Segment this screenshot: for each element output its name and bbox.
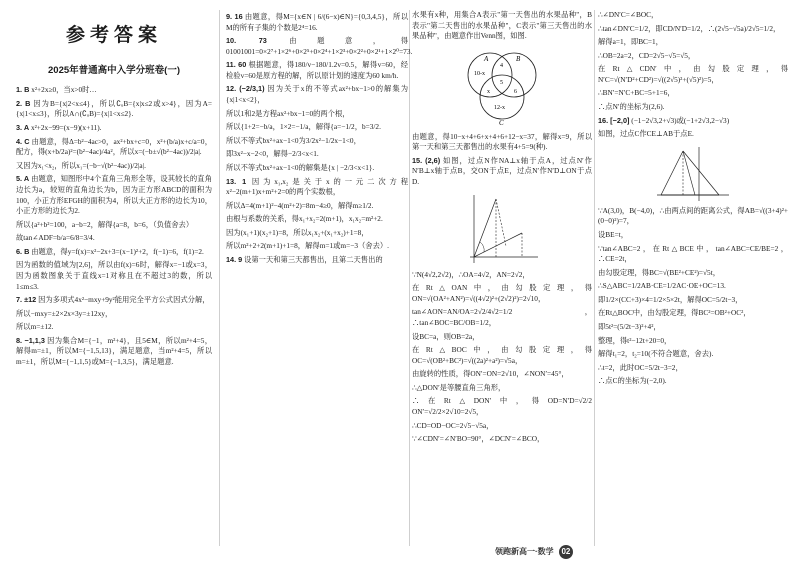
answer-text: 所以m=±12.	[16, 322, 54, 332]
answer-text: 设BC=a，则OB=2a，	[412, 331, 480, 341]
answer-paragraph	[16, 322, 212, 333]
answer-paragraph	[598, 308, 788, 319]
answer-paragraph	[598, 51, 788, 62]
answer-paragraph	[598, 64, 788, 85]
answer-paragraph	[598, 295, 788, 306]
answer-text: ∵∠CDN′=∠N′BO=90°，∠DCN′=∠BCO，	[412, 434, 545, 444]
answer-paragraph	[598, 116, 788, 127]
answer-paragraph	[16, 174, 212, 216]
answer-text: 所以m²+2+2(m+1)+1=8，解得m=1或m=−3（舍去）.	[226, 241, 390, 251]
answer-text: 解得t₁=2，t₂=10(不符合题意，舍去).	[598, 349, 714, 359]
answer-paragraph	[412, 369, 592, 380]
answer-text: 由题意，知图形中4个直角三角形全等，设其较长的直角边长为a，较短的直角边长为b，因为正方形ABCD的面积为100，小正方形EFGH的面积为4，所以大正方形的边长为10，小正方形的边长为2.	[16, 174, 212, 216]
answer-text: 由勾股定理，得BC=√(BE²+CE²)=√5t，	[598, 267, 721, 277]
answer-paragraph	[598, 37, 788, 48]
answer-text: ∵A(3,0)，B(−4,0)，∴由两点间的距离公式，得AB=√((3+4)²+(0−0)²)=7，	[598, 205, 788, 226]
answer-paragraph	[412, 132, 592, 153]
answer-paragraph	[16, 295, 212, 306]
answer-text: ∵tan∠ABC=2，在Rt△BCE中，tan∠ABC=CE/BE=2，∴CE=2t，	[598, 243, 788, 264]
answer-paragraph	[226, 255, 408, 266]
answer-text: 即5t²=(5/2t−3)²+4²，	[598, 321, 661, 331]
answer-text: 因为关于x的不等式ax²+bx−1>0的解集为{x|1<x<2}，	[226, 84, 408, 105]
answer-paragraph	[226, 241, 408, 252]
answer-text: 所以−mxy=±2×2x×3y=±12xy，	[16, 308, 113, 318]
answer-paragraph	[412, 10, 592, 42]
venn-region-a-only: 10-x	[474, 70, 485, 77]
question-number: 14. 9	[226, 254, 243, 264]
answer-paragraph	[598, 10, 788, 21]
answer-paragraph	[226, 60, 408, 81]
answer-paragraph	[226, 228, 408, 239]
venn-region-ac: x	[487, 88, 490, 95]
answer-text: 水果有x种，用集合A表示"第一天售出的水果品种"，B表示"第二天售出的水果品种"，C表示"第三天售出的水果品种"，由题意作出Venn图，如图.	[412, 10, 592, 41]
column-1-body	[16, 85, 212, 367]
answer-text: tan∠AON=AN/OA=2√2/4√2=1/2，∴tan∠BOC=BC/OB=1/2，	[412, 307, 592, 327]
question-number: 6. B	[16, 246, 30, 256]
answer-paragraph	[412, 434, 592, 445]
venn-label-b: B	[516, 54, 521, 63]
answer-text: 在Rt△BOC中，由勾股定理，得BC²=OB²+OC²，	[598, 308, 751, 318]
answer-text: 如图，过点N作NA⊥x轴于点A，过点N′作N′B⊥x轴于点B，交ON于点E，过点N′作N′D⊥ON于点D.	[412, 155, 592, 187]
answer-paragraph	[598, 102, 788, 113]
answer-paragraph	[16, 260, 212, 292]
answer-paragraph	[226, 12, 408, 33]
column-divider	[409, 10, 410, 546]
answer-paragraph	[412, 307, 592, 328]
answer-paragraph	[16, 336, 212, 368]
page-number: 02	[559, 545, 573, 559]
answer-text: 由题意，得Δ=b²−4ac>0，ax²+bx+c=0，x²+(b/a)x+c/a=0，配方，得(x+b/2a)²=(b²−4ac)/4a²，所以x=(−b±√(b²−4ac))/2|a|.	[16, 136, 213, 157]
column-3-top	[412, 10, 592, 42]
answer-text: 设BE=t，	[598, 229, 629, 239]
answer-paragraph	[412, 332, 592, 343]
column-3-bottom	[412, 270, 592, 445]
answer-paragraph	[16, 123, 212, 134]
question-number: 8. −1,1,3	[16, 335, 45, 345]
answer-text: 在Rt△OAN中，由勾股定理，得ON=√(OA²+AN²)=√((4√2)²+(2√2)²)=2√10，	[412, 283, 592, 303]
column-divider	[219, 10, 220, 546]
answer-paragraph	[598, 88, 788, 99]
question-number: 12. (−2/3,1)	[226, 84, 265, 94]
answer-paragraph	[16, 220, 212, 231]
venn-region-bc: 6	[514, 88, 517, 95]
answer-text: 由题意，得M={x∈N | 6/(6−x)∈N}={0,3,4,5}，所以M的所有子集的个数是2⁴=16.	[226, 12, 408, 32]
column-2	[226, 10, 413, 269]
answer-text: 由题意，得10−x+4+6+x+4+6+12−x=37，解得x=9，所以第一天和第三天都售出的水果有4+5=9(种).	[412, 131, 592, 152]
answer-text: x²+2x−99=(x−9)(x+11).	[30, 123, 102, 133]
answer-text: 如图，过点C作CE⊥AB于点E.	[598, 129, 694, 139]
answer-paragraph	[226, 163, 408, 174]
question-number: 16. [−2,0]	[598, 115, 630, 125]
answer-text: (−1−2√3,2+√3)或(−1+2√3,2−√3)	[631, 115, 730, 125]
answer-text: ∵N(4√2,2√2)，∴OA=4√2，AN=2√2，	[412, 269, 530, 279]
answer-paragraph	[226, 36, 413, 57]
answer-text: ∴∠DN′C=∠BOC，	[598, 10, 659, 19]
answer-text: 因为多项式4x²−mxy+9y²能用完全平方公式因式分解，	[38, 295, 210, 305]
answer-text: ∴S△ABC=1/2AB·CE=1/2AC·OE+OC=13.	[598, 281, 726, 291]
answer-text: 因为x₁,x₂是关于x的一元二次方程x²−2(m+1)x+m²+2=0的两个实数根，	[226, 176, 409, 197]
answer-text: 设第一天和第三天都售出，且第二天售出的	[244, 254, 383, 264]
answer-text: ∴BN′=N′C+BC=5+1=6，	[598, 88, 675, 98]
venn-label-a: A	[484, 54, 489, 63]
answer-paragraph	[412, 270, 592, 281]
answer-paragraph	[16, 85, 212, 96]
answer-text: 在Rt△BOC中，由勾股定理，得OC=√(OB²+BC²)=√((2a)²+a²)=√5a，	[412, 345, 592, 365]
answer-paragraph	[598, 230, 788, 241]
answer-text: 故tan∠ADF=b/a=6/8=3/4.	[16, 233, 95, 243]
answer-text: 由根与系数的关系，得x₁+x₂=2(m+1)，x₁x₂=m²+2.	[226, 214, 383, 224]
answer-paragraph	[598, 322, 788, 333]
venn-region-ab: 4	[500, 62, 503, 69]
answer-paragraph	[226, 214, 408, 225]
column-1	[16, 10, 212, 371]
triangle-figure	[653, 143, 733, 203]
answer-text: 即1/2×(CC+3)×4=1/2×5×2t，解得OC=5/2t−3，	[598, 294, 743, 304]
page-footer	[495, 545, 573, 559]
answer-text: 因为函数的值域为[2,6]，所以由f(x)=6时，解得x=−1或x=3，因为函数图象关于直线x=1对称且在不超过3的数，所以1≤m≤3.	[16, 260, 212, 291]
answer-paragraph	[16, 247, 212, 258]
answer-text: ∴在Rt△DON′中，得OD=N′D=√2/2 ON′=√2/2×2√10=2√5，	[412, 396, 592, 416]
answer-text: ∴t=2，此时OC=5/2t−3=2，	[598, 362, 683, 372]
answer-paragraph	[226, 122, 408, 133]
answer-paragraph	[598, 129, 788, 140]
venn-region-c-only: 12-x	[494, 104, 505, 111]
question-number: 7. ±12	[16, 295, 37, 305]
answer-paragraph	[598, 268, 788, 279]
venn-region-abc: 5	[500, 79, 503, 86]
answer-paragraph	[412, 396, 592, 417]
column-4	[598, 10, 788, 390]
question-number: 9. 16	[226, 12, 243, 21]
column-3	[412, 10, 592, 448]
answer-text: 在Rt△CDN′中，由勾股定理，得N′C=√(N′D²+CD²)=√((2√5)²+(√5)²)=5，	[598, 64, 788, 84]
answer-paragraph	[16, 309, 212, 320]
answer-paragraph	[412, 345, 592, 366]
answer-paragraph	[226, 177, 408, 198]
answer-paragraph	[16, 99, 212, 120]
column-4-bottom	[598, 206, 788, 387]
answer-paragraph	[226, 136, 408, 147]
column-4-top	[598, 10, 788, 140]
answer-text: ∴OB=2a=2，CD=2√5−√5=√5，	[598, 50, 696, 60]
answer-paragraph	[598, 206, 788, 227]
answer-text: 所以不等式bx²+ax−1<0为3/2x²−1/2x−1<0，	[226, 135, 361, 145]
answer-paragraph	[16, 233, 212, 244]
answer-paragraph	[412, 421, 592, 432]
answer-paragraph	[412, 156, 592, 188]
answer-text: 所以1和2是方程ax²+bx−1=0的两个根，	[226, 108, 350, 118]
question-number: 11. 60	[226, 60, 247, 70]
answer-text: x²+2x≥0，当x>0时…	[31, 85, 97, 95]
answer-paragraph	[226, 84, 408, 105]
answer-text: 由题意，得01001001=0×2⁷+1×2⁶+0×2⁵+0×2⁴+1×2³+0×2²+0×2¹+1×2⁰=73.	[226, 36, 413, 56]
page-title: 参考答案	[65, 25, 162, 46]
footer-text: 领跑新高一·数学	[495, 547, 554, 556]
venn-diagram	[454, 45, 550, 129]
answer-text: ∴CD=OD−OC=2√5−√5a，	[412, 420, 494, 430]
question-number: 4. C	[16, 136, 30, 146]
answer-text: 所以不等式bx²+ax−1<0的解集是{x | −2/3<x<1}.	[226, 162, 375, 172]
answer-paragraph	[598, 24, 788, 35]
answer-paragraph	[598, 363, 788, 374]
question-number: 2. B	[16, 98, 31, 108]
answer-paragraph	[412, 283, 592, 304]
answer-paragraph	[598, 281, 788, 292]
column-3-mid	[412, 132, 592, 188]
answer-text: 由题意，得y=f(x)=x²−2x+3=(x−1)²+2，f(−1)=6，f(1)=2.	[31, 246, 204, 256]
question-number: 13. 1	[226, 176, 247, 186]
answer-paragraph	[226, 201, 408, 212]
answer-text: ∴点C的坐标为(−2,0).	[598, 376, 667, 386]
question-number: 15. (2,6)	[412, 155, 441, 165]
venn-label-c: C	[499, 118, 504, 127]
column-2-body	[226, 12, 413, 266]
answer-text: ∴点N′的坐标为(2,6).	[598, 102, 665, 112]
question-number: 3. A	[16, 123, 30, 133]
answer-paragraph	[412, 383, 592, 394]
answer-paragraph	[226, 109, 408, 120]
answer-text: 即3x²−x−2<0，解得−2/3<x<1.	[226, 149, 319, 159]
answer-paragraph	[226, 149, 408, 160]
answer-text: 所以Δ=4(m+1)²−4(m²+2)=8m−4≥0，解得m≥1/2.	[226, 200, 374, 210]
answer-text: 因为集合M={−1，m²+4}，且5∈M，所以m²+4=5，解得m=±1，所以M={−1,5,13}，满足题意，当m²+4=5，所以m=±1，所以M={−1,1,5}或M={−1,3,5}，满足题意.	[16, 335, 213, 367]
exam-subtitle: 2025年普通高中入学分班卷(一)	[48, 64, 180, 76]
answer-paragraph	[598, 336, 788, 347]
answer-text: ∴tan∠DN′C=1/2，即CD/N′D=1/2，∴(2√5−√5a)/2√5=1/2，	[598, 23, 781, 33]
answer-text: 因为B={x|2<x≤4}，所以∁ᵤB={x|x≤2或x>4}，因为A={x|1<x≤3}，所以A∩(∁ᵤB)={x|1<x≤2}.	[16, 98, 213, 119]
answer-text: 整理，得t²−12t+20=0，	[598, 335, 672, 345]
answer-text: 根据题意，得180/v−180/1.2v=0.5，解得v=60，经检验v=60是原方程的解，所以原计划的速度为60 km/h.	[226, 60, 408, 80]
question-number: 1. B	[16, 85, 30, 95]
question-number: 5. A	[16, 174, 30, 184]
column-divider	[594, 10, 595, 546]
question-number: 10. 73	[226, 36, 267, 46]
answer-paragraph	[16, 161, 212, 172]
answer-paragraph	[598, 244, 788, 265]
answer-text: ∴△DON′是等腰直角三角形，	[412, 382, 506, 392]
answer-paragraph	[598, 349, 788, 360]
answer-text: 又因为x₁<x₂，所以x₁=(−b−√(b²−4ac))/2|a|.	[16, 160, 146, 170]
answer-text: 由旋转的性质，得ON′=ON=2√10，∠NON′=45°，	[412, 369, 569, 379]
answer-text: 解得a=1，即BC=1，	[598, 37, 663, 47]
rotation-figure	[462, 191, 542, 267]
answer-text: 因为(x₁+1)(x₂+1)=8，所以x₁x₂+(x₁+x₂)+1=8，	[226, 227, 369, 237]
answer-paragraph	[598, 376, 788, 387]
answer-text: 所以{a²+b²=100，a−b=2，解得{a=8，b=6，（负值舍去）	[16, 219, 194, 229]
answer-paragraph	[16, 137, 212, 158]
answer-text: 所以{1+2=−b/a，1×2=−1/a，解得{a=−1/2，b=3/2.	[226, 122, 381, 132]
